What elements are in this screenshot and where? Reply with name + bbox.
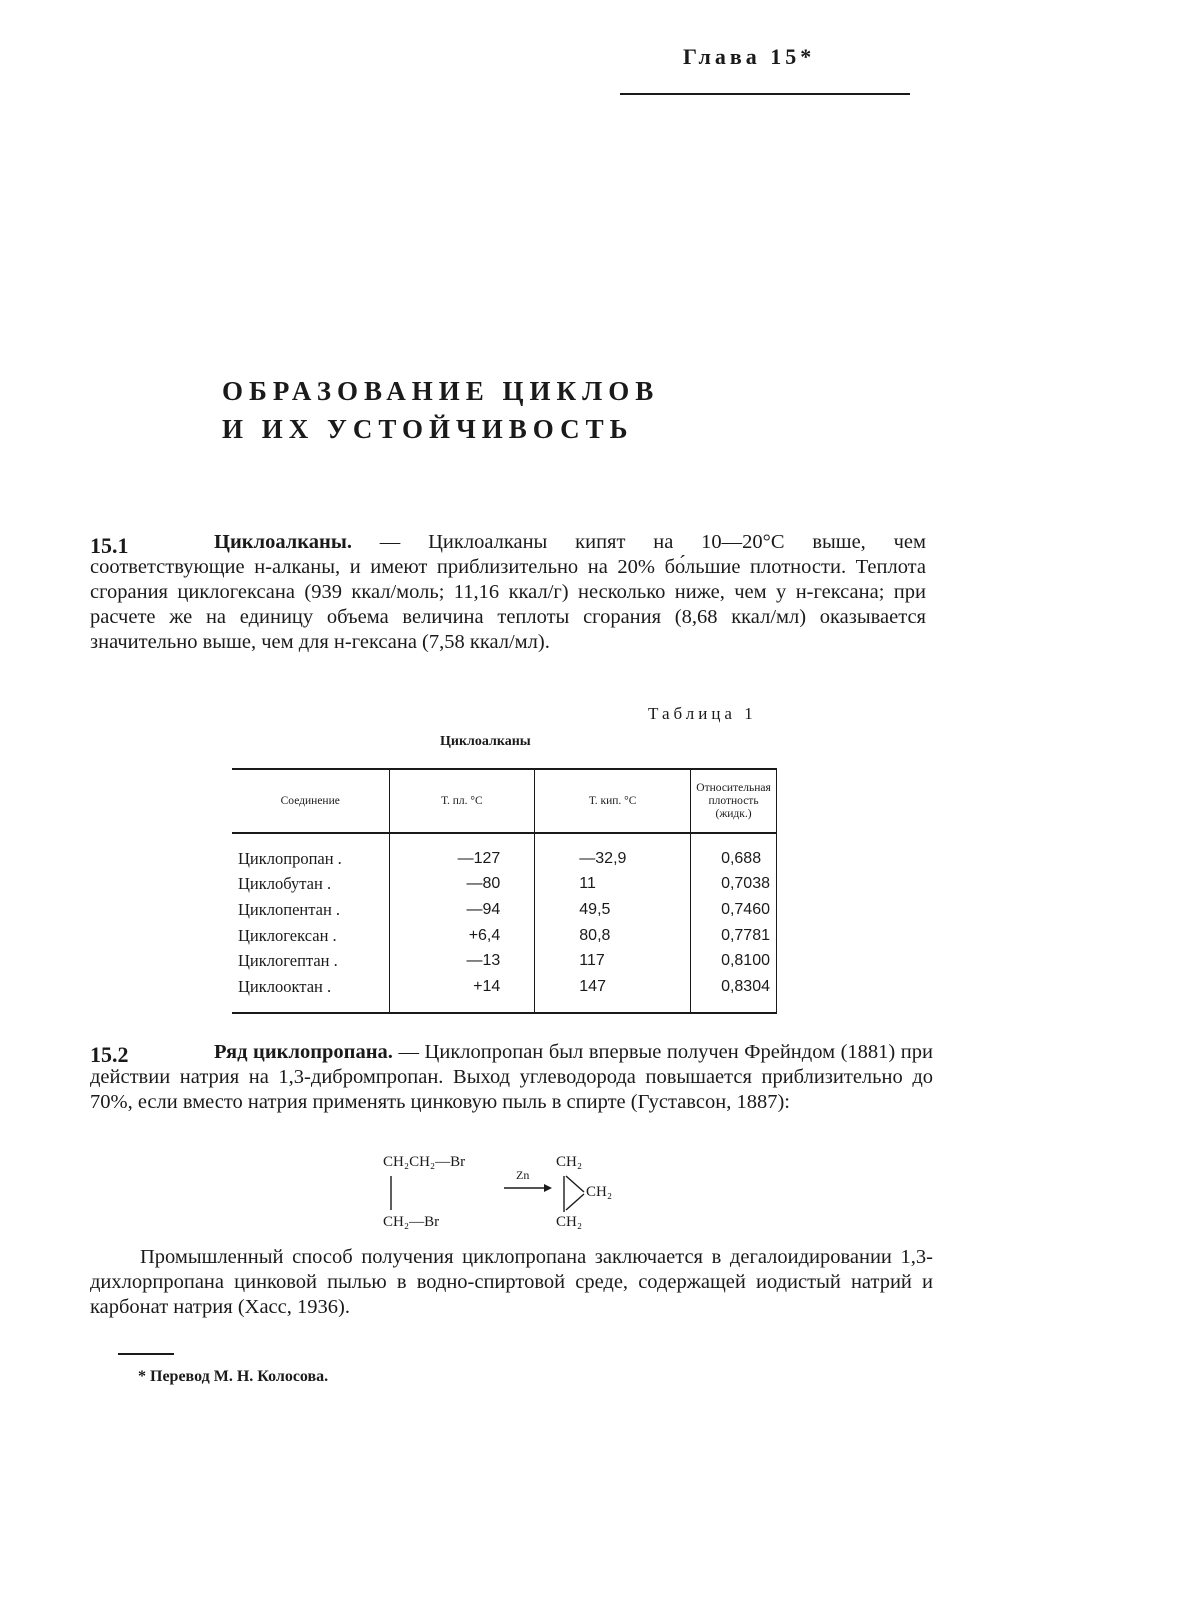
cycloalkanes-table (232, 768, 777, 1014)
header-boiling-point: Т. кип. °C (535, 769, 691, 833)
cell-mp: —80 (389, 872, 535, 898)
product-bottom: CH₂ (556, 1214, 583, 1230)
reactant-top: CH₂CH₂—Br (383, 1154, 466, 1170)
table-row (232, 897, 777, 923)
cell-density: 0,7460 (691, 897, 777, 923)
cell-bp: 11 (535, 872, 691, 898)
header-compound: Соединение (232, 769, 389, 833)
section-15-1-paragraph (90, 530, 926, 655)
footnote (138, 1368, 328, 1386)
footnote-text: Перевод М. Н. Колосова. (150, 1368, 329, 1385)
cell-density: 0,8304 (691, 974, 777, 1000)
cell-density: 0,7038 (691, 872, 777, 898)
cell-name: Циклогексан . (238, 925, 337, 945)
table-header-row (232, 769, 777, 833)
cell-mp: +14 (389, 974, 535, 1000)
reactant-bottom: CH₂—Br (383, 1214, 440, 1230)
table-title: Циклоалканы (440, 734, 531, 749)
chapter-rule (620, 93, 910, 95)
cell-name: Циклопропан . (238, 848, 342, 868)
table-row (232, 948, 777, 974)
cell-mp: —13 (389, 948, 535, 974)
chapter-title-line-2: И ИХ УСТОЙЧИВОСТЬ (222, 414, 634, 444)
table-row (232, 872, 777, 898)
header-density: Относительная плотность (жидк.) (691, 769, 777, 833)
chapter-title-line-1: ОБРАЗОВАНИЕ ЦИКЛОВ (222, 376, 660, 406)
cell-density: 0,7781 (691, 923, 777, 949)
table-row (232, 923, 777, 949)
footnote-marker: * (138, 1368, 146, 1385)
section-15-2-heading: Ряд циклопропана. (214, 1041, 393, 1063)
reagent-label: Zn (516, 1168, 530, 1182)
cell-mp: —127 (389, 846, 535, 872)
cell-name: Циклопентан . (238, 899, 341, 919)
cell-bp: 147 (535, 974, 691, 1000)
cell-density: 0,8100 (691, 948, 777, 974)
section-15-1-heading: Циклоалканы. (214, 531, 352, 553)
cell-mp: +6,4 (389, 923, 535, 949)
cell-bp: 80,8 (535, 923, 691, 949)
cell-name: Циклобутан . (238, 874, 332, 894)
table-row (232, 846, 777, 872)
cell-bp: 117 (535, 948, 691, 974)
cell-name: Циклогептан . (238, 951, 338, 971)
product-right: CH₂ (586, 1184, 613, 1200)
cell-density: 0,688 (691, 846, 777, 872)
footnote-rule (118, 1353, 174, 1355)
table-row (232, 974, 777, 1000)
cell-name: Циклооктан . (238, 976, 332, 996)
industrial-method-paragraph: Промышленный способ получения циклопропана заключается в дегалоидировании 1,3-дихлорпропана цинковой пылью в водно-спиртовой среде, содержащей иодистый натрий и карбонат натрия (Хасс, 1936). (90, 1246, 933, 1318)
reaction-scheme (380, 1152, 640, 1236)
product-top: CH₂ (556, 1154, 583, 1170)
cell-bp: —32,9 (535, 846, 691, 872)
section-number-15-1: 15.1 (90, 533, 129, 558)
table-caption: Таблица 1 (648, 704, 757, 723)
cell-mp: —94 (389, 897, 535, 923)
chapter-title (222, 372, 659, 448)
section-15-2-body: — Циклопропан был впервые получен Фрейндом (1881) при действии натрия на 1,3-дибромпропан. Выход углеводорода повышается приблизительно до 70%, если вместо натрия применять цинковую пыль в спирте (Густавсон, 1887): (90, 1041, 933, 1113)
chapter-header: Глава 15* (683, 44, 816, 69)
section-15-2-paragraph (90, 1040, 933, 1115)
header-melting-point: Т. пл. °C (389, 769, 535, 833)
section-number-15-2: 15.2 (90, 1042, 129, 1067)
cell-bp: 49,5 (535, 897, 691, 923)
section-15-1-body: — Циклоалканы кипят на 10—20°C выше, чем соответствующие н-алканы, и имеют приблизительно на 20% бо́льшие плотности. Теплота сгорания циклогексана (939 ккал/моль; 11,16 ккал/г) несколько ниже, чем у н-гексана; при расчете же на единицу объема величина теплоты сгорания (8,68 ккал/мл) оказывается значительно выше, чем для н-гексана (7,58 ккал/мл). (90, 531, 926, 653)
